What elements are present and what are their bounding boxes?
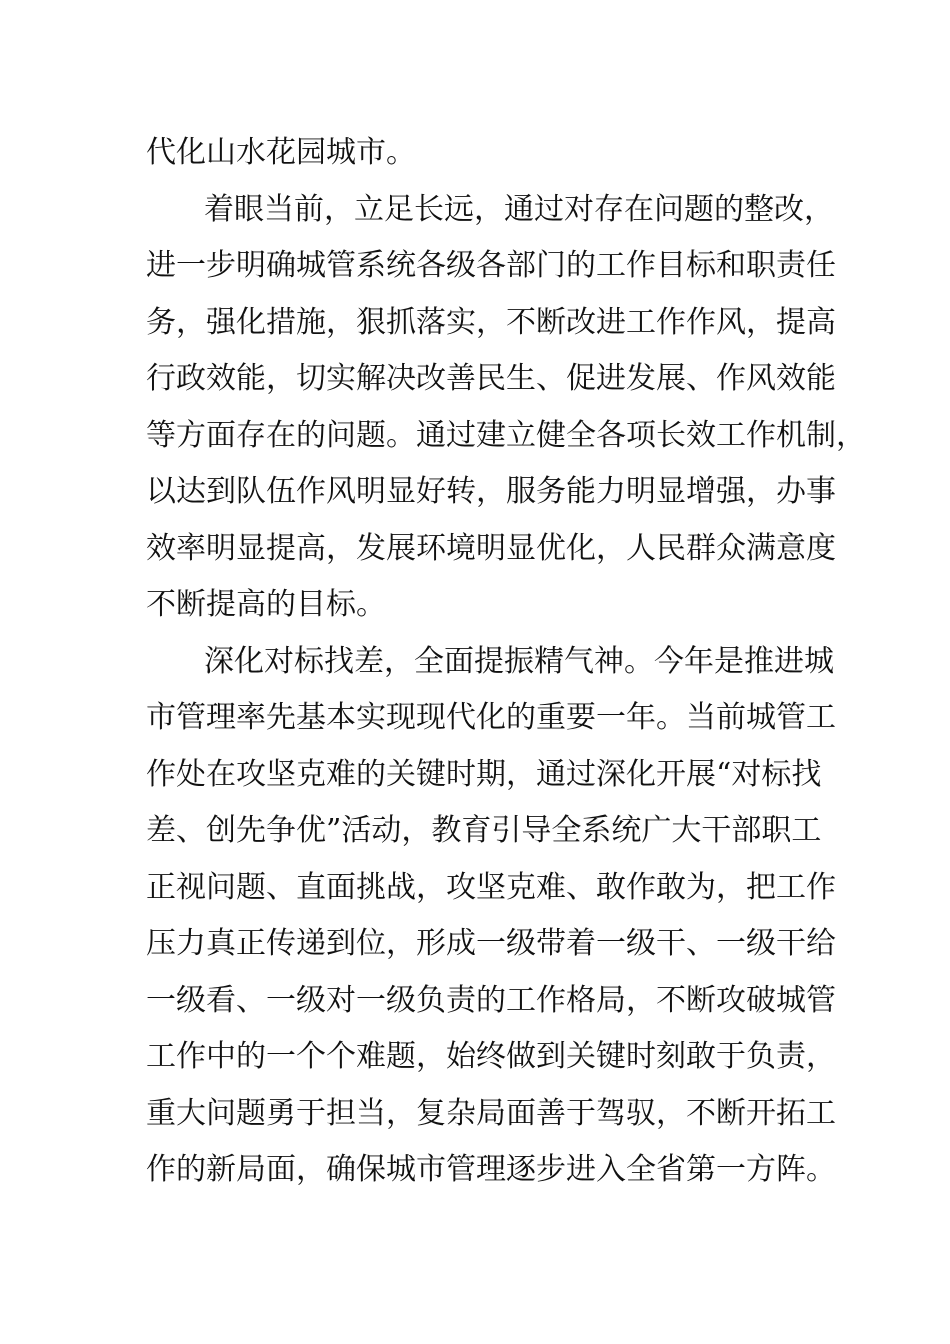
text-line: 等方面存在的问题。通过建立健全各项长效工作机制， (146, 418, 866, 453)
text-line: 作处在攻坚克难的关键时期，通过深化开展“对标找 (146, 757, 822, 792)
text-line: 差、创先争优”活动，教育引导全系统广大干部职工 (146, 813, 822, 848)
text-line: 压力真正传递到位，形成一级带着一级干、一级干给 (146, 926, 836, 961)
text-line: 务，强化措施，狠抓落实，不断改进工作作风，提高 (146, 305, 836, 340)
text-line: 正视问题、直面挑战，攻坚克难、敢作敢为，把工作 (146, 870, 836, 905)
text-line: 代化山水花园城市。 (146, 135, 416, 170)
text-line: 作的新局面，确保城市管理逐步进入全省第一方阵。 (146, 1152, 836, 1187)
text-line: 不断提高的目标。 (146, 587, 386, 622)
text-line: 重大问题勇于担当，复杂局面善于驾驭，不断开拓工 (146, 1096, 836, 1131)
text-line: 一级看、一级对一级负责的工作格局，不断攻破城管 (146, 983, 836, 1018)
text-line: 市管理率先基本实现现代化的重要一年。当前城管工 (146, 700, 836, 735)
paragraph-first-line: 着眼当前，立足长远，通过对存在问题的整改， (204, 192, 834, 227)
text-line: 效率明显提高，发展环境明显优化，人民群众满意度 (146, 531, 836, 566)
text-line: 进一步明确城管系统各级各部门的工作目标和职责任 (146, 248, 836, 283)
text-line: 以达到队伍作风明显好转，服务能力明显增强，办事 (146, 474, 836, 509)
text-line: 工作中的一个个难题，始终做到关键时刻敢于负责， (146, 1039, 836, 1074)
paragraph-first-line: 深化对标找差，全面提振精气神。今年是推进城 (204, 644, 834, 679)
text-line: 行政效能，切实解决改善民生、促进发展、作风效能 (146, 361, 836, 396)
